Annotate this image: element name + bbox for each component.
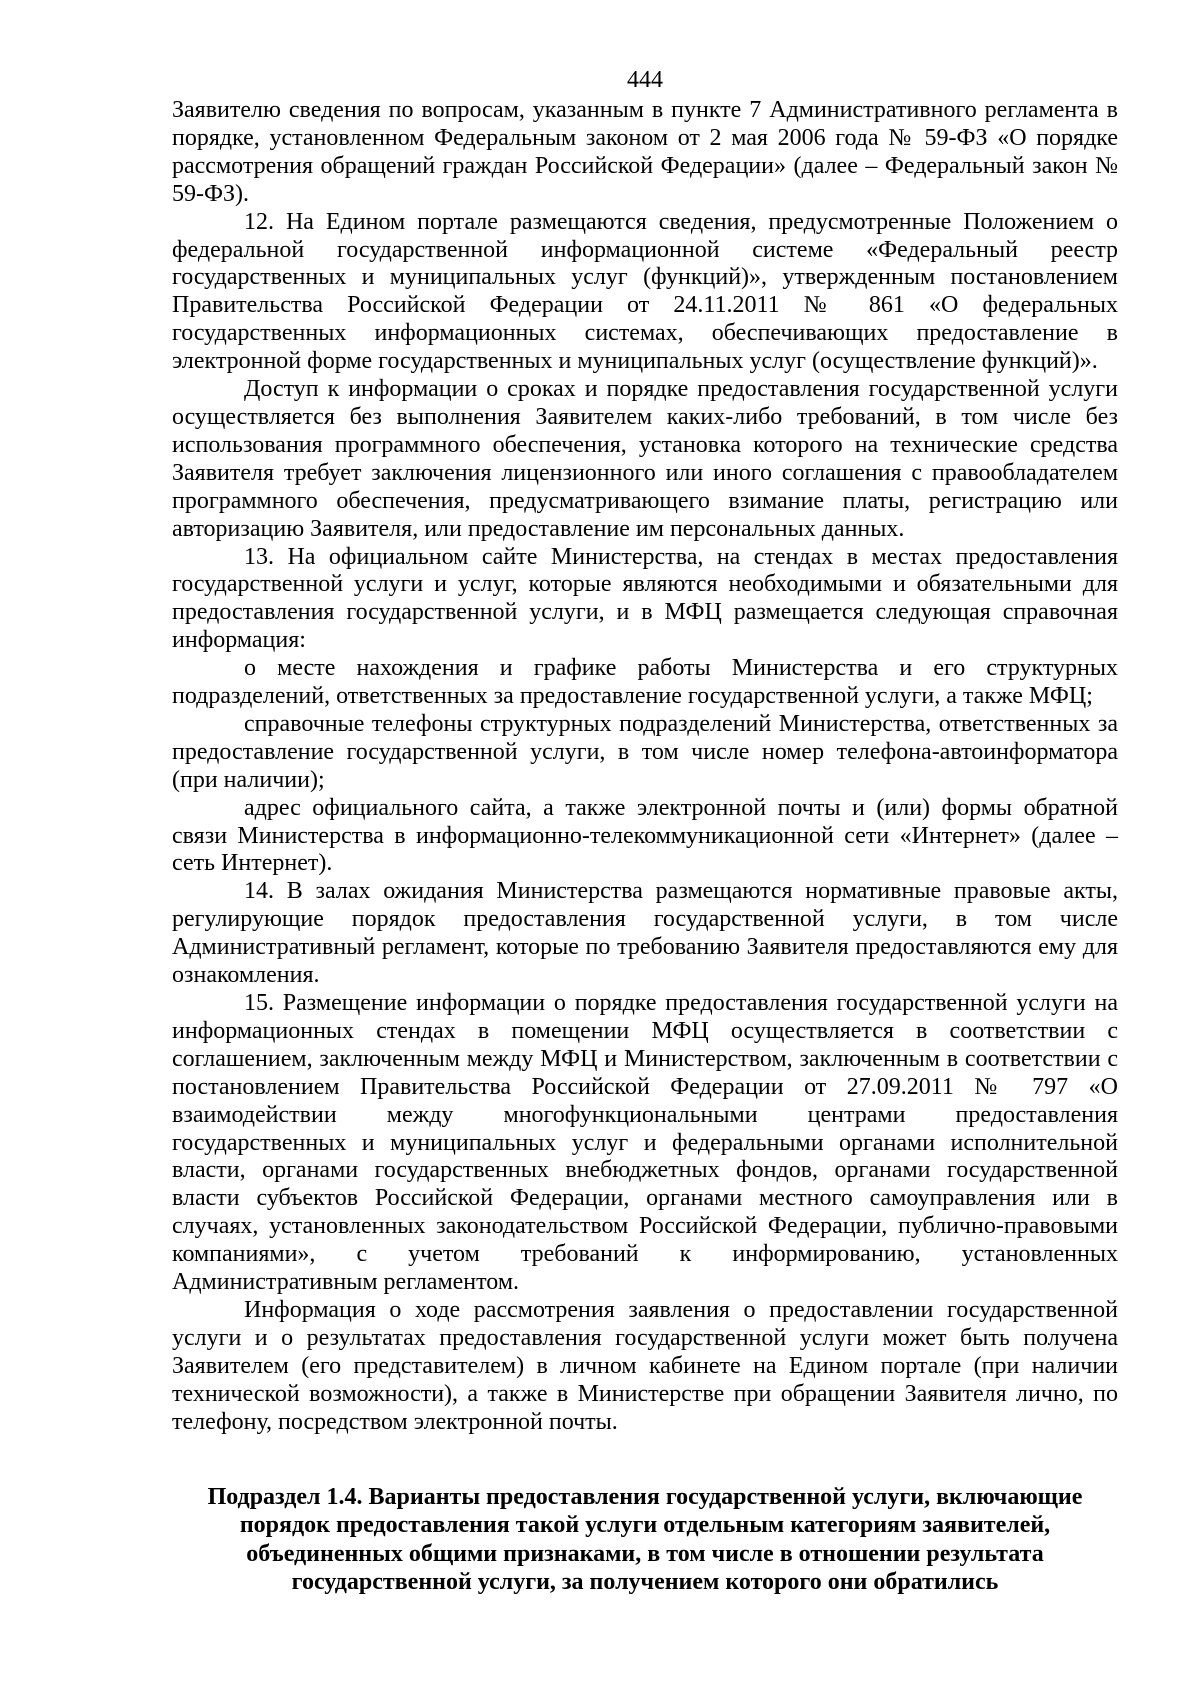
paragraph-continuation: Заявителю сведения по вопросам, указанным в пункте 7 Административного регламента в порядке, установленном Федеральным законом от 2 мая 2006 года № 59-ФЗ «О порядке рассмотрения обращений граждан Российской Федерации» (далее – Федеральный закон № 59-ФЗ). <box>172 97 1118 207</box>
paragraph-item-13: 13. На официальном сайте Министерства, на стендах в местах предоставления государственной услуги и услуг, которые являются необходимыми и обязательными для предоставления государственной услуги, и в МФЦ размещается следующая справочная информация: <box>172 543 1118 654</box>
paragraph-item-12: 12. На Едином портале размещаются сведения, предусмотренные Положением о федеральной государственной информационной системе «Федеральный реестр государственных и муниципальных услуг (функций)», утвержденным постановлением Правительства Российской Федерации от 24.11.2011 № 861 «О федеральных государственных информационных системах, обеспечивающих предоставление в электронной форме государственных и муниципальных услуг (осуществление функций)». <box>172 208 1118 375</box>
section-heading: Подраздел 1.4. Варианты предоставления государственной услуги, включающие порядок предоставления такой услуги отдельным категориям заявителей, объединенных общими признаками, в том числе в отношении результата государственной услуги, за получением которого они обратились <box>207 1483 1083 1595</box>
paragraph-item-15: 15. Размещение информации о порядке предоставления государственной услуги на информационных стендах в помещении МФЦ осуществляется в соответствии с соглашением, заключенным между МФЦ и Министерством, заключенным в соответствии с постановлением Правительства Российской Федерации от 27.09.2011 № 797 «О взаимодействии между многофункциональными центрами предоставления государственных и муниципальных услуг и федеральными органами исполнительной власти, органами государственных внебюджетных фондов, органами государственной власти субъектов Российской Федерации, органами местного самоуправления или в случаях, установленных законодательством Российской Федерации, публично-правовыми компаниями», с учетом требований к информированию, установленных Административным регламентом. <box>172 990 1118 1296</box>
paragraph-access-info: Доступ к информации о сроках и порядке предоставления государственной услуги осуществляется без выполнения Заявителем каких-либо требований, в том числе без использования программного обеспечения, установка которого на технические средства Заявителя требует заключения лицензионного или иного соглашения с правообладателем программного обеспечения, предусматривающего взимание платы, регистрацию или авторизацию Заявителя, или предоставление им персональных данных. <box>172 376 1118 542</box>
paragraph-location-schedule: о месте нахождения и графике работы Министерства и его структурных подразделений, ответственных за предоставление государственной услуги, а также МФЦ; <box>172 655 1118 710</box>
document-page <box>172 66 1118 1597</box>
paragraph-website-address: адрес официального сайта, а также электронной почты и (или) формы обратной связи Министерства в информационно-телекоммуникационной сети «Интернет» (далее – сеть Интернет). <box>172 794 1118 877</box>
paragraph-item-14: 14. В залах ожидания Министерства размещаются нормативные правовые акты, регулирующие порядок предоставления государственной услуги, в том числе Административный регламент, которые по требованию Заявителя предоставляются ему для ознакомления. <box>172 878 1118 989</box>
page-number: 444 <box>627 67 663 93</box>
paragraph-progress-info: Информация о ходе рассмотрения заявления о предоставлении государственной услуги и о результатах предоставления государственной услуги может быть получена Заявителем (его представителем) в личном кабинете на Едином портале (при наличии технической возможности), а также в Министерстве при обращении Заявителя лично, по телефону, посредством электронной почты. <box>172 1296 1118 1435</box>
paragraph-phones: справочные телефоны структурных подразделений Министерства, ответственных за предоставление государственной услуги, в том числе номер телефона-автоинформатора (при наличии); <box>172 710 1118 793</box>
